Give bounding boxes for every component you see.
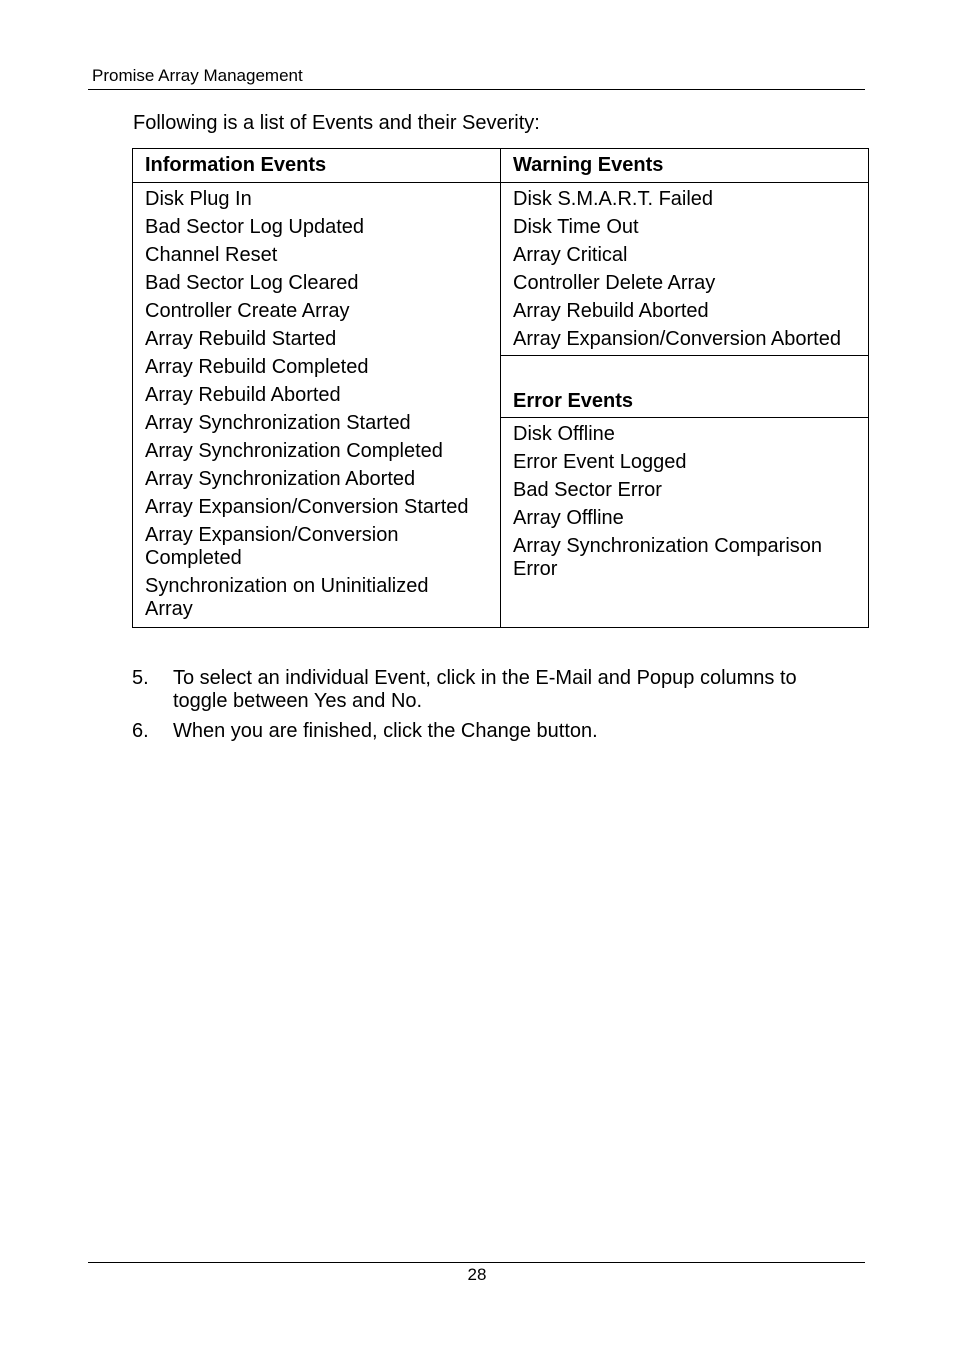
list-item: Array Critical	[513, 244, 628, 266]
step-item	[132, 667, 832, 713]
list-item: Array Rebuild Started	[145, 328, 337, 350]
list-item: Disk S.M.A.R.T. Failed	[513, 188, 714, 210]
warning-events-heading: Warning Events	[513, 154, 664, 176]
list-item: Array Synchronization Comparison Error	[513, 535, 823, 580]
running-header: Promise Array Management	[92, 66, 303, 85]
list-item: Array Synchronization Aborted	[145, 468, 416, 490]
list-item: Array Expansion/Conversion Completed	[145, 524, 399, 569]
list-item: Bad Sector Log Cleared	[145, 272, 359, 294]
list-item: Array Rebuild Aborted	[513, 300, 709, 322]
step-text: To select an individual Event, click in the E-Mail and Popup columns to toggle between Yes and No.	[173, 667, 797, 712]
information-events-list	[145, 188, 469, 626]
list-item: Disk Plug In	[145, 188, 252, 210]
list-item: Error Event Logged	[513, 451, 687, 473]
header-row-divider	[133, 182, 868, 183]
page-number: 28	[467, 1265, 487, 1284]
list-item: Array Expansion/Conversion Aborted	[513, 328, 841, 350]
warning-events-list	[513, 188, 841, 356]
step-number: 5.	[132, 667, 149, 689]
step-number: 6.	[132, 720, 149, 742]
footer-divider	[88, 1262, 865, 1263]
list-item: Bad Sector Error	[513, 479, 662, 501]
list-item: Array Synchronization Started	[145, 412, 411, 434]
list-item: Bad Sector Log Updated	[145, 216, 365, 238]
list-item: Array Synchronization Completed	[145, 440, 443, 462]
header-divider	[88, 89, 865, 90]
intro-text: Following is a list of Events and their Severity:	[133, 112, 540, 134]
list-item: Controller Create Array	[145, 300, 350, 322]
column-divider	[500, 149, 501, 627]
step-text: When you are finished, click the Change button.	[173, 720, 598, 742]
step-item	[132, 720, 832, 743]
list-item: Disk Time Out	[513, 216, 639, 238]
list-item: Array Offline	[513, 507, 624, 529]
error-events-heading: Error Events	[513, 390, 634, 412]
list-item: Channel Reset	[145, 244, 278, 266]
events-table	[132, 148, 869, 628]
instruction-steps	[132, 667, 832, 750]
information-events-heading: Information Events	[145, 154, 327, 176]
list-item: Disk Offline	[513, 423, 615, 445]
error-header-divider	[500, 417, 868, 418]
list-item: Controller Delete Array	[513, 272, 716, 294]
error-events-list	[513, 423, 843, 586]
list-item: Array Rebuild Aborted	[145, 384, 341, 406]
list-item: Array Rebuild Completed	[145, 356, 369, 378]
list-item: Array Expansion/Conversion Started	[145, 496, 469, 518]
list-item: Synchronization on Uninitialized Array	[145, 575, 429, 620]
